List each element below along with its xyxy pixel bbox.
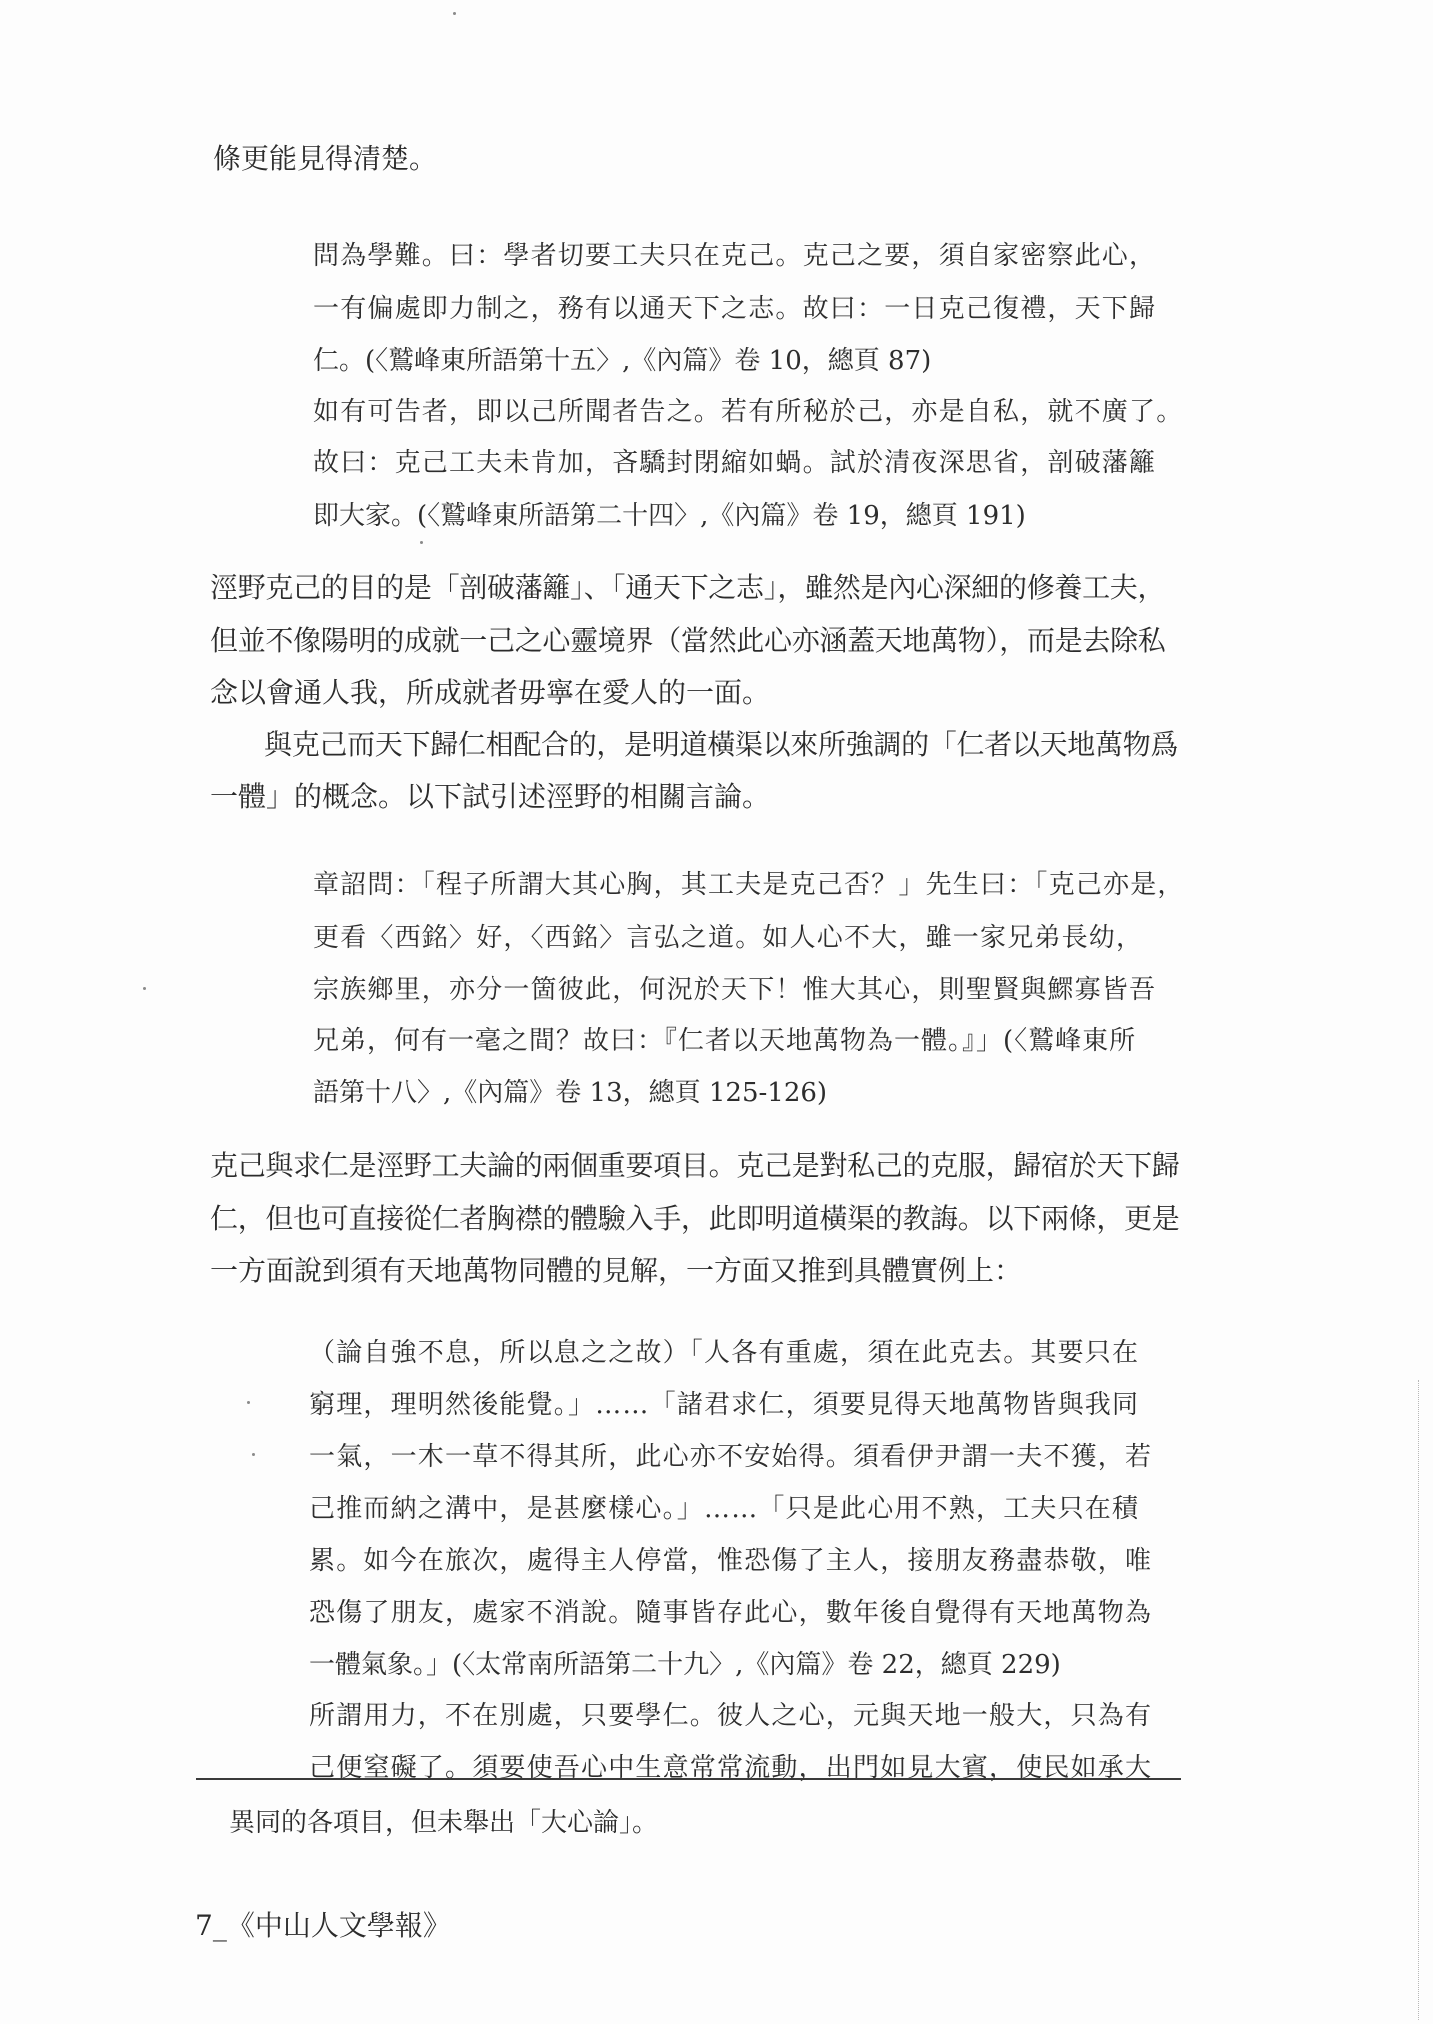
- paragraph-1-line-3: 念以會通人我，所成就者毋寧在愛人的一面。: [210, 676, 771, 709]
- scan-edge-artifact: [1418, 1380, 1419, 2020]
- paragraph-1-line-2: 但並不像陽明的成就一己之心靈境界（當然此心亦涵蓋天地萬物），而是去除私: [210, 624, 1166, 657]
- quote-3-line-9: 己便窒礙了。須要使吾心中生意常常流動，出門如見大賓，使民如承大: [309, 1753, 1153, 1783]
- quote-2-line-5: 語第十八〉,《內篇》卷 13，總頁 125-126): [313, 1078, 828, 1108]
- quote-1-line-4: 如有可告者，即以己所聞者告之。若有所秘於己，亦是自私，就不廣了。: [313, 397, 1184, 427]
- quote-2-line-1: 章詔問：「程子所謂大其心胸，其工夫是克己否？」先生曰：「克己亦是，: [313, 870, 1185, 900]
- quote-1-line-5: 故曰：克己工夫未肯加，吝驕封閉縮如蝸。試於清夜深思省，剖破藩籬: [313, 448, 1157, 478]
- quote-3-line-1: （論自強不息，所以息之之故）「人各有重處，須在此克去。其要只在: [309, 1338, 1140, 1368]
- scan-speck: [252, 1453, 255, 1456]
- opening-line: 條更能見得清楚。: [213, 142, 438, 175]
- paragraph-1-line-1: 涇野克己的目的是「剖破藩籬」、「通天下之志」，雖然是內心深細的修養工夫，: [210, 571, 1166, 604]
- quote-3-line-5: 累。如今在旅次，處得主人停當，惟恐傷了主人，接朋友務盡恭敬，唯: [309, 1546, 1153, 1576]
- quote-2-line-2: 更看〈西銘〉好，〈西銘〉言弘之道。如人心不大，雖一家兄弟長幼，: [313, 923, 1144, 953]
- scan-speck: [420, 541, 423, 544]
- quote-3-line-8: 所謂用力，不在別處，只要學仁。彼人之心，元與天地一般大，只為有: [309, 1701, 1153, 1731]
- paragraph-2-line-1: 與克己而天下歸仁相配合的，是明道橫渠以來所強調的「仁者以天地萬物爲: [264, 728, 1179, 761]
- quote-3-line-2: 窮理，理明然後能覺。」……「諸君求仁，須要見得天地萬物皆與我同: [309, 1390, 1140, 1420]
- paragraph-2-line-2: 一體」的概念。以下試引述涇野的相關言論。: [210, 780, 771, 813]
- quote-3-line-7: 一體氣象。」(〈太常南所語第二十九〉,《內篇》卷 22，總頁 229): [309, 1650, 1061, 1680]
- quote-3-line-6: 恐傷了朋友，處家不消說。隨事皆存此心，數年後自覺得有天地萬物為: [309, 1598, 1153, 1628]
- page-footer: 7_《中山人文學報》: [195, 1909, 451, 1942]
- quote-3-line-3: 一氣，一木一草不得其所，此心亦不安始得。須看伊尹謂一夫不獲，若: [309, 1442, 1153, 1472]
- quote-3-line-4: 己推而納之溝中，是甚麼樣心。」……「只是此心用不熟，工夫只在積: [309, 1494, 1140, 1524]
- quote-2-line-4: 兄弟，何有一毫之間？故曰：『仁者以天地萬物為一體。』」(〈鷲峰東所: [313, 1026, 1137, 1056]
- paragraph-3-line-3: 一方面說到須有天地萬物同體的見解，一方面又推到具體實例上：: [210, 1254, 1023, 1287]
- quote-1-line-2: 一有偏處即力制之，務有以通天下之志。故曰：一日克己復禮，天下歸: [313, 294, 1157, 324]
- footnote-rule: [196, 1778, 1181, 1780]
- scan-speck: [453, 12, 456, 15]
- quote-1-line-6: 即大家。(〈鷲峰東所語第二十四〉,《內篇》卷 19，總頁 191): [313, 501, 1026, 531]
- scan-speck: [143, 987, 146, 990]
- paragraph-3-line-1: 克己與求仁是涇野工夫論的兩個重要項目。克己是對私己的克服，歸宿於天下歸: [210, 1149, 1180, 1182]
- quote-1-line-3: 仁。(〈鷲峰東所語第十五〉,《內篇》卷 10，總頁 87): [313, 346, 932, 376]
- scan-speck: [247, 1401, 250, 1404]
- quote-2-line-3: 宗族鄉里，亦分一箇彼此，何況於天下！惟大其心，則聖賢與鰥寡皆吾: [313, 975, 1157, 1005]
- quote-1-line-1: 問為學難。曰：學者切要工夫只在克己。克己之要，須自家密察此心，: [313, 241, 1157, 271]
- paragraph-3-line-2: 仁，但也可直接從仁者胸襟的體驗入手，此即明道橫渠的教誨。以下兩條，更是: [210, 1202, 1180, 1235]
- footnote-line: 異同的各項目，但未舉出「大心論」。: [229, 1808, 659, 1838]
